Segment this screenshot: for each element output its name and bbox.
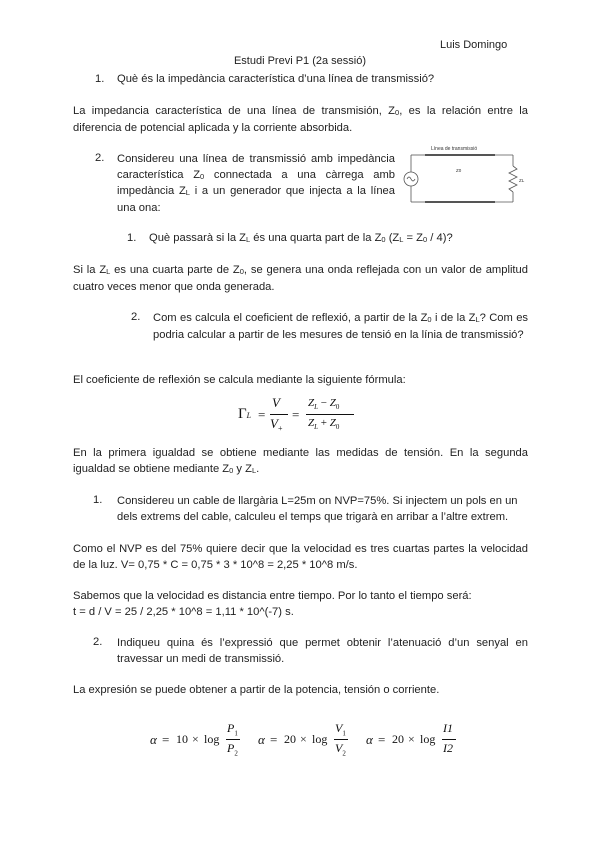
question-3-number: 1. — [93, 494, 103, 506]
answer-2-1: Si la ZL es una cuarta parte de Z0, se genera una onda reflejada con un valor de amplitud cuatro veces menor que onda generada. — [73, 264, 528, 293]
document-title: Estudi Previ P1 (2a sessió) — [233, 55, 367, 67]
line-conductor-top — [425, 154, 495, 156]
transmission-line-diagram — [403, 144, 528, 212]
load-resistor-icon — [509, 166, 517, 192]
diagram-label-zl: ZL — [519, 178, 525, 183]
answer-4: La expresión se puede obtener a partir de la potencia, tensión o corriente. — [73, 684, 440, 696]
question-3: Considereu un cable de llargària L=25m on NVP=75%. Si injectem un pols en un dels extrems del cable, calculeu el temps que trigarà en arribar a l’altre extrem. — [117, 495, 518, 523]
question-2-2-number: 2. — [131, 311, 141, 323]
question-4: Indiqueu quina és l’expressió que permet obtenir l’atenuació d’un senyal en travessar un medi de transmissió. — [117, 637, 528, 665]
author-name: Luis Domingo — [440, 39, 508, 51]
attenuation-formulas: α = 10 × log $P_1$ $P_2$ α = 20 × log $V_1$ $V_2$ α = 20 × log I1 I2 — [150, 720, 460, 760]
reflection-coefficient-formula: ΓL = V $V_+$ = $Z_L - Z_0$ $Z_L + Z_0$ — [238, 394, 368, 438]
question-2-number: 2. — [95, 152, 105, 164]
question-2-2: Com es calcula el coeficient de reflexió, a partir de la Z0 i de la ZL? Com es podria calcular a partir de les mesures de tensió en la línia de transmissió? — [153, 312, 529, 341]
question-2-1: 1. Què passarà si la ZL és una quarta part de la Z0 (ZL = Z0 / 4)? — [127, 232, 453, 244]
diagram-label-line: Línea de transmissió — [431, 146, 478, 152]
answer-2-2-intro: El coeficiente de reflexión se calcula mediante la siguiente fórmula: — [73, 374, 406, 386]
answer-3-velocity: Como el NVP es del 75% quiere decir que la velocidad es tres cuartas partes la velocidad de la luz. V= 0,75 * C = 0,75 * 3 * 10^8 = 2,25 * 10^8 m/s. — [73, 543, 528, 571]
answer-2-2: En la primera igualdad se obtiene mediante las medidas de tensión. En la segunda igualdad se obtiene mediante Z0 y ZL. — [73, 447, 528, 475]
question-4-number: 2. — [93, 636, 103, 648]
question-2: Considereu una línea de transmissió amb impedància característica Z0 connectada a una càrrega amb impedància ZL i a un generador que injecta a la línea una ona: — [117, 153, 395, 214]
answer-1: La impedancia característica de una línea de transmisión, Z0, es la relación entre la diferencia de potencial aplicada y la corriente absorbida. — [73, 105, 528, 134]
question-1: 1. Què és la impedància característica d’una línea de transmissió? — [95, 73, 435, 85]
line-conductor-bottom — [425, 201, 495, 203]
answer-3-time: Sabemos que la velocidad es distancia entre tiempo. Por lo tanto el tiempo será: t = d / V = 25 / 2,25 * 10^8 = 1,11 * 10^(-7) s. — [73, 590, 472, 618]
diagram-label-z0: Z0 — [456, 168, 462, 173]
